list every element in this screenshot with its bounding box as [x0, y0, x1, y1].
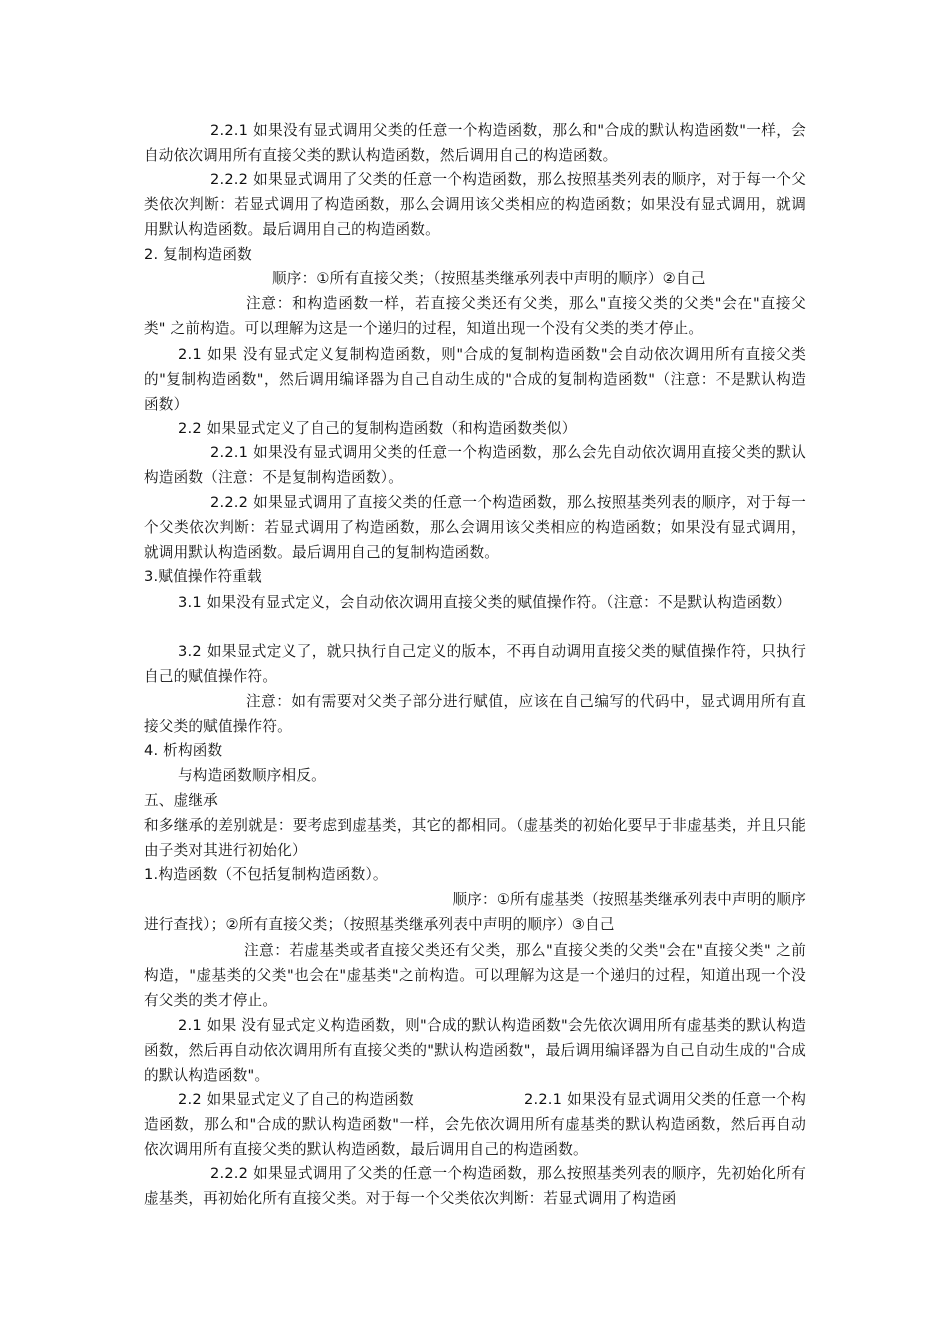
paragraph: 顺序：①所有直接父类；（按照基类继承列表中声明的顺序）②自己 [272, 270, 706, 287]
section-heading: 1.构造函数（不包括复制构造函数）。 [144, 866, 388, 883]
paragraph: 和多继承的差别就是：要考虑到虚基类，其它的都相同。（虚基类的初始化要早于非虚基类，并且只能由子类对其进行初始化） [144, 817, 806, 859]
paragraph: 2.2.1 如果没有显式调用父类的任意一个构造函数，那么和"合成的默认构造函数"一样，会先依次调用所有虚基类的默认构造函数，然后再自动依次调用所有直接父类的默认构造函数，最后调用自己的构造函数。 [144, 1091, 806, 1158]
paragraph: 与构造函数顺序相反。 [178, 767, 326, 784]
section-heading: 4. 析构函数 [144, 742, 223, 759]
section-heading: 五、虚继承 [144, 792, 218, 809]
paragraph: 2.1 如果 没有显式定义构造函数，则"合成的默认构造函数"会先依次调用所有虚基类的默认构造函数，然后再自动依次调用所有直接父类的"默认构造函数"，最后调用编译器为自己自动生成的"合成的默认构造函数"。 [144, 1017, 806, 1084]
paragraph: 3.1 如果没有显式定义，会自动依次调用直接父类的赋值操作符。（注意：不是默认构造函数） [178, 594, 792, 611]
paragraph: 2.2.1 如果没有显式调用父类的任意一个构造函数，那么会先自动依次调用直接父类的默认构造函数（注意：不是复制构造函数）。 [144, 444, 806, 486]
paragraph: 进行查找）；②所有直接父类；（按照基类继承列表中声明的顺序）③自己 [144, 916, 615, 933]
paragraph: 2.2.2 如果显式调用了直接父类的任意一个构造函数，那么按照基类列表的顺序，对于每一个父类依次判断：若显式调用了构造函数，那么会调用该父类相应的构造函数；如果没有显式调用，就调用默认构造函数。最后调用自己的复制构造函数。 [144, 494, 806, 561]
paragraph: 2.2 如果显式定义了自己的复制构造函数（和构造函数类似） [178, 420, 577, 437]
note-paragraph: 注意：如有需要对父类子部分进行赋值，应该在自己编写的代码中，显式调用所有直接父类的赋值操作符。 [144, 693, 806, 735]
section-heading: 3.赋值操作符重载 [144, 568, 262, 585]
section-heading: 2. 复制构造函数 [144, 246, 252, 263]
paragraph: 2.2.2 如果显式调用了父类的任意一个构造函数，那么按照基类列表的顺序，对于每一个父类依次判断：若显式调用了构造函数，那么会调用该父类相应的构造函数；如果没有显式调用，就调用默认构造函数。最后调用自己的构造函数。 [144, 171, 806, 238]
paragraph: 3.2 如果显式定义了，就只执行自己定义的版本，不再自动调用直接父类的赋值操作符，只执行自己的赋值操作符。 [144, 643, 806, 685]
paragraph: 顺序：①所有虚基类（按照基类继承列表中声明的顺序 [452, 891, 806, 908]
paragraph: 2.2.1 如果没有显式调用父类的任意一个构造函数，那么和"合成的默认构造函数"一样，会自动依次调用所有直接父类的默认构造函数，然后调用自己的构造函数。 [144, 122, 806, 164]
note-paragraph: 注意：若虚基类或者直接父类还有父类，那么"直接父类的父类"会在"直接父类" 之前构造，"虚基类的父类"也会在"虚基类"之前构造。可以理解为这是一个递归的过程，知道出现一个没有父类的类才停止。 [144, 942, 806, 1009]
paragraph: 2.2 如果显式定义了自己的构造函数 [178, 1091, 414, 1108]
note-paragraph: 注意：和构造函数一样，若直接父类还有父类，那么"直接父类的父类"会在"直接父类" 之前构造。可以理解为这是一个递归的过程，知道出现一个没有父类的类才停止。 [144, 295, 806, 337]
paragraph: 2.1 如果 没有显式定义复制构造函数，则"合成的复制构造函数"会自动依次调用所有直接父类的"复制构造函数"，然后调用编译器为自己自动生成的"合成的复制构造函数"（注意：不是默认构造函数） [144, 346, 806, 413]
paragraph: 2.2.2 如果显式调用了父类的任意一个构造函数，那么按照基类列表的顺序，先初始化所有虚基类，再初始化所有直接父类。对于每一个父类依次判断：若显式调用了构造函 [144, 1165, 806, 1207]
